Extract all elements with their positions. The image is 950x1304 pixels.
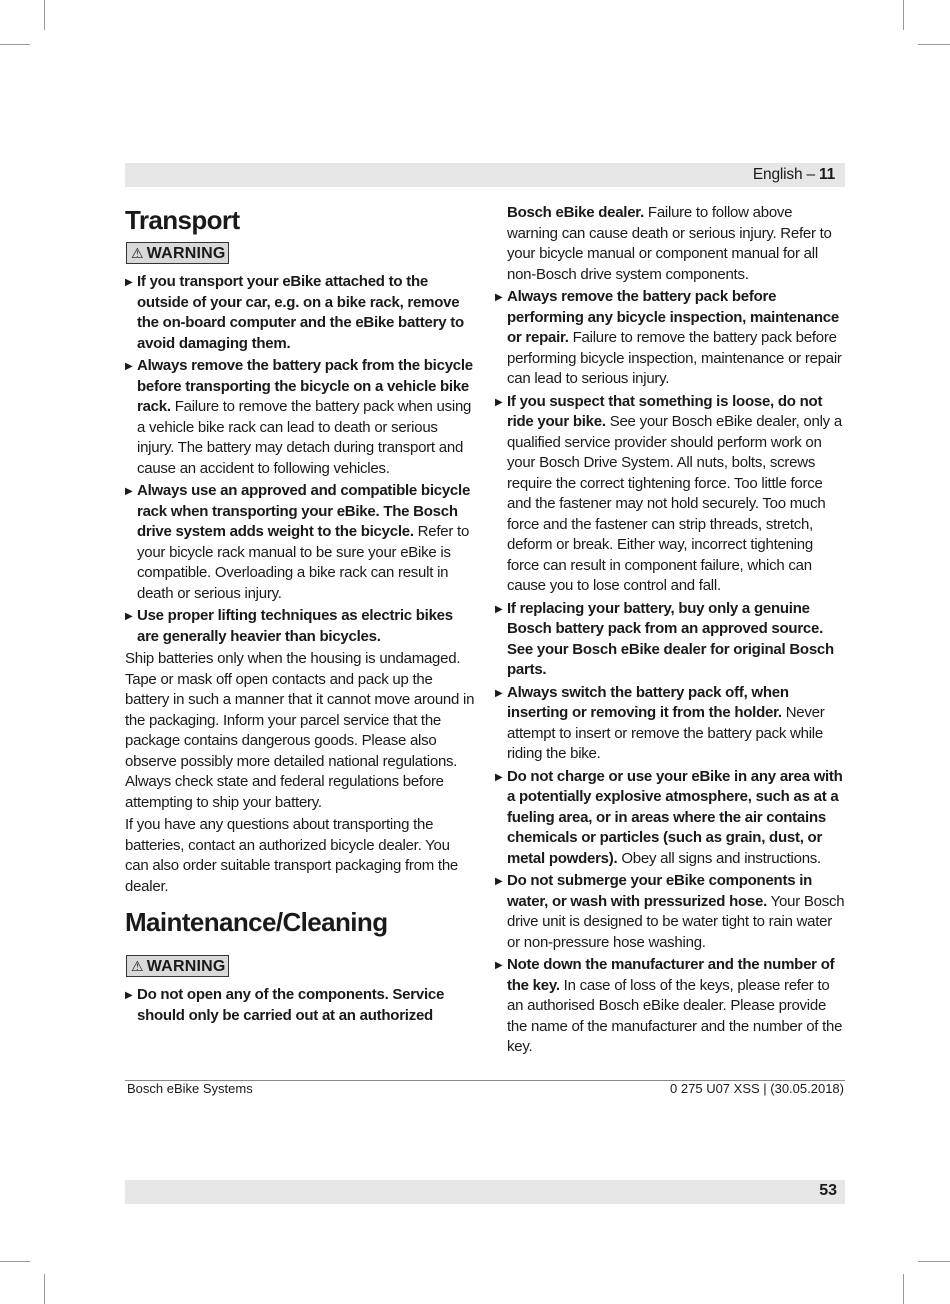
item-text: Failure to remove the battery pack before performing bicycle inspection, maintenance or repair can lead to serious injury. bbox=[507, 329, 842, 387]
item-text: Failure to remove the battery pack when using a vehicle bike rack can lead to death or serious injury. The battery may detach during transport and cause an accident to following vehicles. bbox=[137, 398, 472, 477]
list-item bbox=[495, 955, 845, 1058]
header-language: English bbox=[752, 166, 803, 183]
warning-triangle-icon: ⚠ bbox=[131, 245, 144, 261]
list-item bbox=[125, 606, 475, 647]
crop-mark bbox=[903, 1274, 904, 1304]
list-item bbox=[495, 287, 845, 390]
header-text bbox=[753, 166, 835, 184]
header-bar bbox=[125, 163, 845, 187]
maintenance-title: Maintenance/Cleaning bbox=[125, 907, 388, 937]
footer-left: Bosch eBike Systems bbox=[127, 1081, 253, 1096]
list-item bbox=[125, 272, 475, 354]
crop-mark bbox=[0, 1261, 30, 1262]
list-item bbox=[495, 392, 845, 597]
item-bold: Always use an approved and compatible bicycle rack when transporting your eBike. The Bosch drive system adds weight to the bicycle. bbox=[137, 482, 471, 540]
paragraph: If you have any questions about transporting the batteries, contact an authorized bicycle dealer. You can also order suitable transport packaging from the dealer. bbox=[125, 816, 459, 895]
page-number: 53 bbox=[819, 1182, 837, 1199]
item-text: Obey all signs and instructions. bbox=[617, 849, 821, 867]
header-page: 11 bbox=[819, 166, 835, 183]
item-text: Failure to follow above warning can cause death or serious injury. Refer to your bicycle manual or component manual for all non-Bosch drive system components. bbox=[507, 204, 832, 283]
header-separator: – bbox=[802, 166, 819, 183]
footer-right: 0 275 U07 XSS | (30.05.2018) bbox=[670, 1081, 844, 1096]
crop-mark bbox=[44, 1274, 45, 1304]
item-bold: Do not submerge your eBike components in water, or wash with pressurized hose. bbox=[507, 872, 813, 910]
bullet-arrow-icon: ▶ bbox=[495, 771, 503, 783]
list-item bbox=[125, 356, 475, 479]
left-column bbox=[125, 203, 475, 1028]
transport-title: Transport bbox=[125, 205, 240, 235]
warning-label bbox=[126, 242, 229, 264]
bullet-arrow-icon: ▶ bbox=[125, 990, 133, 1001]
item-text: Never attempt to insert or remove the battery pack while riding the bike. bbox=[507, 704, 825, 762]
item-bold: Bosch eBike dealer. bbox=[507, 204, 644, 221]
warning-label bbox=[126, 955, 229, 977]
crop-mark bbox=[918, 1261, 950, 1262]
item-bold: Do not charge or use your eBike in any area with a potentially explosive atmosphere, such as at a fueling area, or in areas where the air contains chemicals or particles (such as grain, dust, or metal powders). bbox=[507, 767, 843, 867]
item-bold: If you transport your eBike attached to the outside of your car, e.g. on a bike rack, remove the on-board computer and the eBike battery to avoid damaging them. bbox=[137, 273, 464, 352]
list-item bbox=[495, 599, 845, 681]
warning-text: WARNING bbox=[146, 245, 226, 262]
item-bold: Always switch the battery pack off, when inserting or removing it from the holder. bbox=[507, 683, 789, 721]
crop-mark bbox=[44, 0, 45, 30]
bullet-arrow-icon: ▶ bbox=[495, 292, 503, 303]
item-text: Refer to your bicycle rack manual to be sure your eBike is compatible. Overloading a bike rack can result in death or serious injury. bbox=[137, 523, 470, 602]
item-bold: Note down the manufacturer and the number of the key. bbox=[507, 956, 835, 994]
item-text: See your Bosch eBike dealer, only a qualified service provider should perform work on your Bosch Drive System. All nuts, bolts, screws require the correct tightening force. Too little force and the fastener may not hold securely. Too much force and the fastener can strip threads, stretch, deform or break. Either way, incorrect tightening force can result in component failure, which can cause you to lose control and fall. bbox=[507, 413, 842, 594]
item-bold: Always remove the battery pack from the bicycle before transporting the bicycle on a vehicle bike rack. bbox=[137, 357, 473, 415]
list-item bbox=[495, 871, 845, 953]
list-item-continuation bbox=[495, 203, 845, 285]
bullet-arrow-icon: ▶ bbox=[125, 361, 133, 372]
item-text: Your Bosch drive unit is designed to be water tight to rain water or non-pressure hose washing. bbox=[507, 892, 845, 951]
list-item bbox=[125, 481, 475, 604]
crop-mark bbox=[903, 0, 904, 30]
item-bold: Use proper lifting techniques as electric bikes are generally heavier than bicycles. bbox=[137, 607, 453, 645]
item-bold: If replacing your battery, buy only a genuine Bosch battery pack from an approved source. See your Bosch eBike dealer for original Bosch parts. bbox=[507, 599, 834, 678]
bullet-arrow-icon: ▶ bbox=[495, 396, 503, 408]
warning-text: WARNING bbox=[146, 958, 226, 975]
bullet-arrow-icon: ▶ bbox=[495, 603, 503, 615]
item-bold: Do not open any of the components. Service should only be carried out at an authorized bbox=[137, 986, 445, 1024]
list-item bbox=[495, 683, 845, 765]
bullet-arrow-icon: ▶ bbox=[125, 277, 133, 288]
bullet-arrow-icon: ▶ bbox=[125, 486, 133, 497]
page-number-bar bbox=[125, 1180, 845, 1204]
paragraph: Ship batteries only when the housing is undamaged. Tape or mask off open contacts and pack up the battery in such a manner that it cannot move around in the packaging. Inform your parcel service that the package contains dangerous goods. Please also observe possibly more detailed national regulations. Always check state and federal regulations before attempting to ship your battery. bbox=[125, 650, 475, 811]
bullet-arrow-icon: ▶ bbox=[495, 960, 503, 971]
item-bold: Always remove the battery pack before performing any bicycle inspection, maintenance or repair. bbox=[507, 288, 839, 346]
item-bold: If you suspect that something is loose, do not ride your bike. bbox=[507, 392, 823, 430]
item-text: In case of loss of the keys, please refer to an authorised Bosch eBike dealer. Please provide the name of the manufacturer and the number of the key. bbox=[507, 976, 843, 1055]
crop-mark bbox=[918, 44, 950, 45]
bullet-arrow-icon: ▶ bbox=[495, 687, 503, 699]
bullet-arrow-icon: ▶ bbox=[125, 611, 133, 622]
bullet-arrow-icon: ▶ bbox=[495, 876, 503, 887]
list-item bbox=[125, 985, 475, 1026]
list-item bbox=[495, 767, 845, 870]
right-column bbox=[495, 203, 845, 1060]
warning-triangle-icon: ⚠ bbox=[131, 958, 144, 974]
crop-mark bbox=[0, 44, 30, 45]
